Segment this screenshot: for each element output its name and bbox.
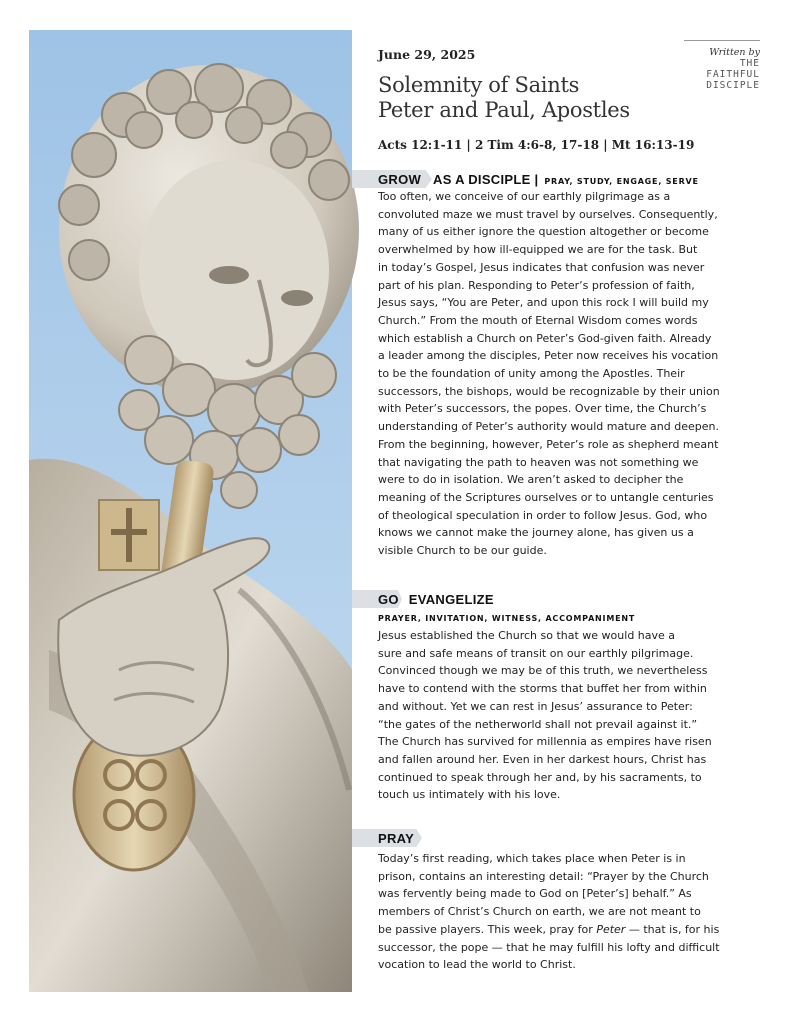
go-tab-label: GO bbox=[378, 592, 399, 607]
grow-line: were to do in isolation. We aren’t asked to decipher the bbox=[378, 473, 684, 487]
title-line: Solemnity of Saints bbox=[378, 73, 580, 97]
title-line: Peter and Paul, Apostles bbox=[378, 98, 630, 122]
pray-heading: PRAY bbox=[378, 831, 415, 846]
grow-line: understanding of Peter’s authority would mature and deepen. bbox=[378, 420, 719, 434]
grow-tab-label: GROW bbox=[378, 172, 422, 187]
go-subheading: PRAYER, INVITATION, WITNESS, ACCOMPANIMENT bbox=[378, 614, 636, 623]
grow-line: many of us either ignore the question altogether or become bbox=[378, 225, 709, 239]
page-title bbox=[378, 73, 678, 123]
go-line: and fallen around her. Even in her darkest hours, Christ has bbox=[378, 752, 707, 766]
byline-author-line: DISCIPLE bbox=[706, 80, 760, 91]
pray-line: Today’s first reading, which takes place when Peter is in bbox=[378, 852, 686, 865]
go-line: “the gates of the netherworld shall not prevail against it.” bbox=[378, 717, 698, 731]
go-heading bbox=[378, 592, 494, 607]
grow-line: overwhelmed by how ill-equipped we are for the task. But bbox=[378, 243, 698, 257]
grow-line: meaning of the Scriptures ourselves or to untangle centuries bbox=[378, 490, 714, 504]
grow-line: of theological speculation in order to follow Jesus. God, who bbox=[378, 508, 708, 522]
grow-line: From the beginning, however, Peter’s role as shepherd meant bbox=[378, 437, 719, 451]
go-line: and without. Yet we can rest in Jesus’ assurance to Peter: bbox=[378, 699, 693, 713]
pray-line bbox=[378, 921, 750, 939]
pray-line-part: be passive players. This week, pray for bbox=[378, 922, 597, 936]
statue-image bbox=[29, 30, 352, 992]
statue-photo bbox=[29, 30, 368, 1005]
issue-date: June 29, 2025 bbox=[378, 47, 476, 62]
go-body bbox=[378, 627, 750, 804]
grow-line: which establish a Church on Peter’s God-given faith. Already bbox=[378, 331, 712, 345]
grow-line: a leader among the disciples, Peter now receives his vocation bbox=[378, 349, 719, 363]
go-line: sure and safe means of transit on our earthly pilgrimage. bbox=[378, 646, 694, 660]
grow-line: Church.” From the mouth of Eternal Wisdom comes words bbox=[378, 313, 698, 327]
byline-author-line: FAITHFUL bbox=[706, 69, 760, 80]
pray-line: successor, the pope — that he may fulfill his lofty and difficult bbox=[378, 940, 720, 954]
pray-line: members of Christ’s Church on earth, we are not meant to bbox=[378, 905, 701, 919]
go-line: touch us intimately with his love. bbox=[378, 788, 561, 802]
grow-heading-text: AS A DISCIPLE | bbox=[433, 172, 539, 187]
grow-line: Too often, we conceive of our earthly pilgrimage as a bbox=[378, 190, 671, 203]
byline-author-line: THE bbox=[739, 58, 760, 69]
grow-line: to be the foundation of unity among the Apostles. Their bbox=[378, 367, 685, 381]
go-line: Jesus established the Church so that we would have a bbox=[378, 629, 676, 642]
grow-line: visible Church to be our guide. bbox=[378, 544, 547, 558]
grow-line: that navigating the path to heaven was not something we bbox=[378, 455, 699, 469]
byline-label: Written by bbox=[709, 47, 760, 58]
grow-line: knows we cannot make the journey alone, has given us a bbox=[378, 526, 694, 540]
byline bbox=[684, 40, 760, 91]
go-line: continued to speak through her and, by his sacraments, to bbox=[378, 770, 702, 784]
grow-line: part of his plan. Responding to Peter’s profession of faith, bbox=[378, 278, 695, 292]
pray-line: prison, contains an interesting detail: “Prayer by the Church bbox=[378, 869, 709, 883]
pray-line-emphasis: Peter bbox=[596, 922, 626, 936]
go-heading-text: EVANGELIZE bbox=[408, 592, 494, 607]
pray-line: was fervently being made to God on [Peter’s] behalf.” As bbox=[378, 887, 692, 901]
grow-subheading: PRAY, STUDY, ENGAGE, SERVE bbox=[544, 177, 699, 186]
grow-heading bbox=[378, 172, 699, 187]
scripture-readings: Acts 12:1-11 | 2 Tim 4:6-8, 17-18 | Mt 16:13-19 bbox=[378, 138, 695, 152]
go-line: have to contend with the storms that buffet her from within bbox=[378, 682, 707, 696]
grow-body bbox=[378, 188, 750, 560]
grow-line: successors, the bishops, would be recognizable by their union bbox=[378, 384, 720, 398]
grow-line: Jesus says, “You are Peter, and upon this rock I will build my bbox=[378, 296, 709, 310]
grow-line: convoluted maze we must travel by ourselves. Consequently, bbox=[378, 207, 718, 221]
pray-line-part: — that is, for his bbox=[625, 922, 720, 936]
pray-line: vocation to lead the world to Christ. bbox=[378, 958, 576, 972]
photo-credit: Getty Images / pxpexels bbox=[362, 944, 368, 1005]
go-line: The Church has survived for millennia as empires have risen bbox=[378, 735, 712, 749]
grow-line: in today’s Gospel, Jesus indicates that confusion was never bbox=[378, 260, 705, 274]
grow-line: with Peter’s successors, the popes. Over time, the Church’s bbox=[378, 402, 707, 416]
byline-author bbox=[684, 58, 760, 91]
go-line: Convinced though we may be of this truth, we nevertheless bbox=[378, 664, 708, 678]
pray-body bbox=[378, 850, 750, 974]
